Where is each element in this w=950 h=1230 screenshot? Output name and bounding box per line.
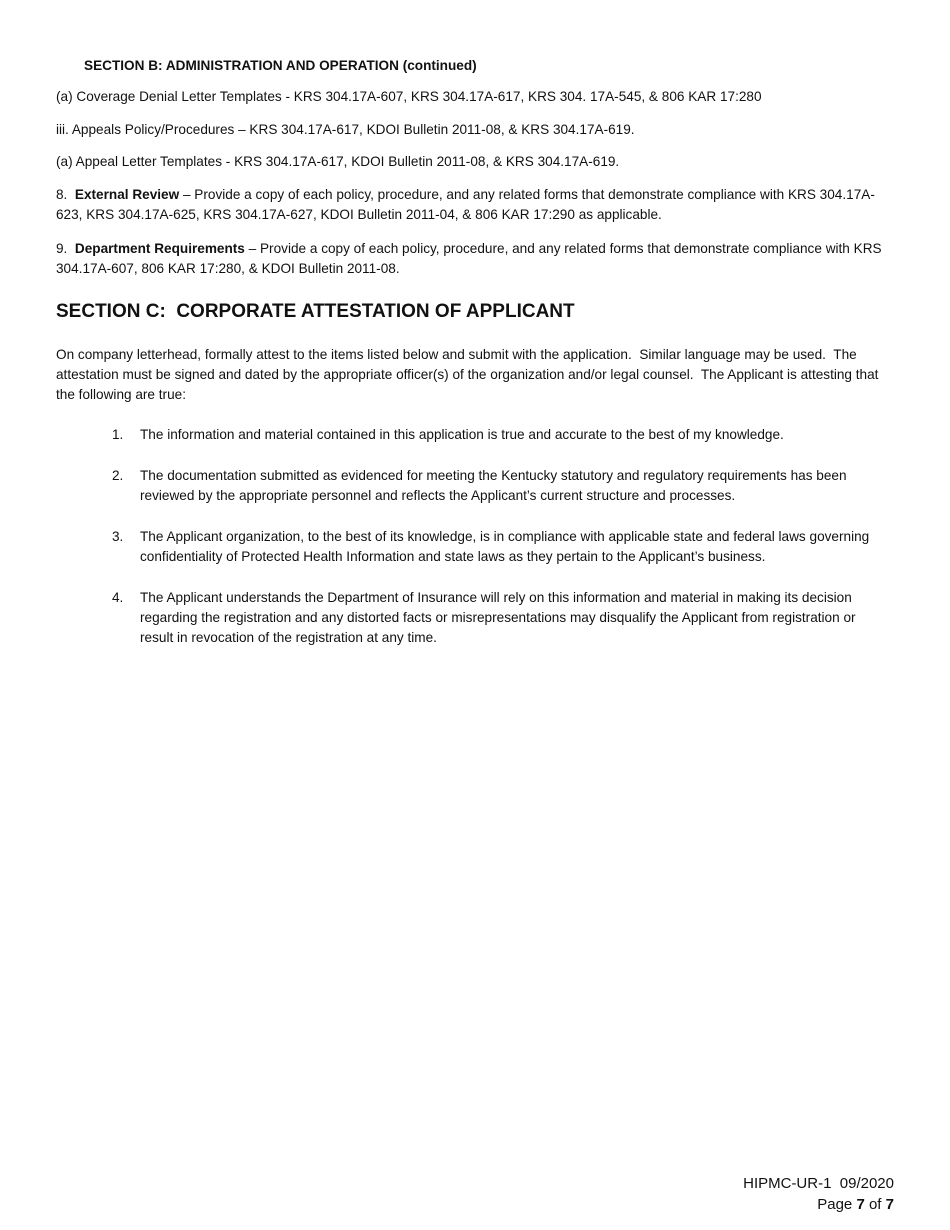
item-number: 8. <box>56 187 68 202</box>
attestation-item-number: 3. <box>112 529 124 544</box>
department-requirements-text: – Provide a copy of each policy, procedure, and any related forms that demonstrate compliance with KRS 304.17A-607, 806 KAR 17:280, & KDOI Bulletin 2011-08. <box>56 241 882 276</box>
attestation-item-text: The documentation submitted as evidenced for meeting the Kentucky statutory and regulatory requirements has been reviewed by the appropriate personnel and reflects the Applicant’s current structure and processes. <box>140 468 847 503</box>
page-total: 7 <box>885 1196 894 1213</box>
section-c-heading: SECTION C: CORPORATE ATTESTATION OF APPLICANT <box>56 301 575 322</box>
attestation-item-text: The Applicant organization, to the best of its knowledge, is in compliance with applicable state and federal laws governing confidentiality of Protected Health Information and state laws as they pertain to the Applicant’s business. <box>140 529 870 564</box>
attestation-item-number: 2. <box>112 468 124 483</box>
attestation-item <box>112 527 892 567</box>
form-code: HIPMC-UR-1 09/2020 <box>743 1175 894 1192</box>
external-review-item <box>56 185 892 225</box>
attestation-item-text: The Applicant understands the Department of Insurance will rely on this information and material in making its decision regarding the registration and any distorted facts or misrepresentations may disqualify the Applicant from registration or result in revocation of the registration at any time. <box>140 590 856 645</box>
item-number: 9. <box>56 241 68 256</box>
coverage-denial-templates-item: (a) Coverage Denial Letter Templates - KRS 304.17A-607, KRS 304.17A-617, KRS 304. 17A-545, & 806 KAR 17:280 <box>56 89 762 104</box>
external-review-title: External Review <box>74 187 180 202</box>
appeals-policy-item: iii. Appeals Policy/Procedures – KRS 304.17A-617, KDOI Bulletin 2011-08, & KRS 304.17A-619. <box>56 122 635 137</box>
page-label: Page <box>817 1196 853 1213</box>
attestation-item-text: The information and material contained in this application is true and accurate to the best of my knowledge. <box>140 427 784 442</box>
attestation-list <box>112 425 892 669</box>
department-requirements-item <box>56 239 892 279</box>
page-current: 7 <box>856 1196 865 1213</box>
page-footer <box>743 1173 894 1215</box>
attestation-item <box>112 425 892 445</box>
attestation-item <box>112 588 892 648</box>
attestation-intro: On company letterhead, formally attest to the items listed below and submit with the application. Similar language may be used. The attestation must be signed and dated by the appropriate officer(s) of the organization and/or legal counsel. The Applicant is attesting that the following are true: <box>56 347 883 402</box>
appeal-letter-templates-item: (a) Appeal Letter Templates - KRS 304.17A-617, KDOI Bulletin 2011-08, & KRS 304.17A-619. <box>56 154 620 169</box>
page-of: of <box>868 1196 882 1213</box>
external-review-text: – Provide a copy of each policy, procedure, and any related forms that demonstrate compliance with KRS 304.17A-623, KRS 304.17A-625, KRS 304.17A-627, KDOI Bulletin 2011-04, & 806 KAR 17:290 as applicable. <box>56 187 875 222</box>
attestation-item-number: 4. <box>112 590 124 605</box>
section-b-heading: SECTION B: ADMINISTRATION AND OPERATION (continued) <box>84 58 477 73</box>
department-requirements-title: Department Requirements <box>74 241 245 256</box>
page-number <box>743 1194 894 1215</box>
attestation-item-number: 1. <box>112 427 124 442</box>
attestation-item <box>112 466 892 506</box>
